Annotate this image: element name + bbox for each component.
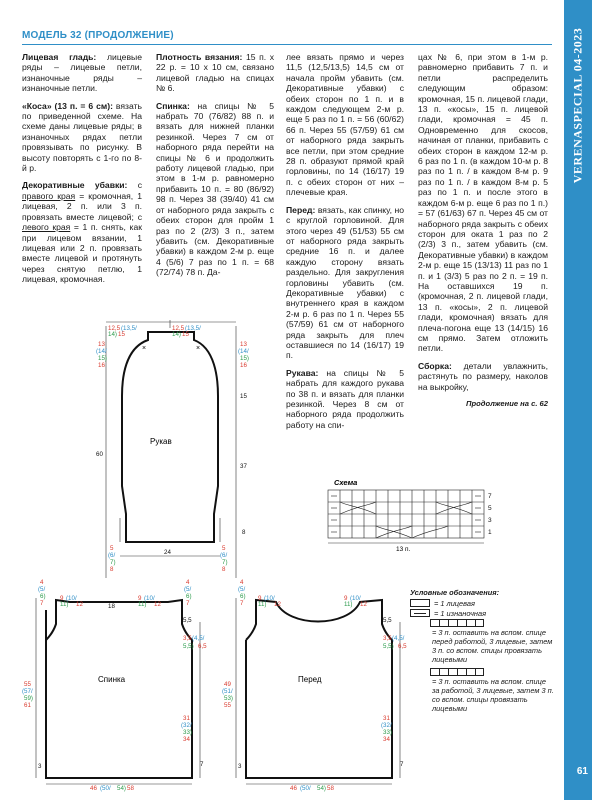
svg-text:16: 16 [240, 362, 247, 369]
svg-text:12: 12 [360, 601, 367, 608]
svg-text:5,5: 5,5 [383, 617, 392, 624]
svg-text:×: × [142, 345, 147, 352]
text-column-1 [22, 52, 142, 292]
svg-text:1: 1 [488, 529, 492, 536]
svg-text:34: 34 [183, 736, 190, 743]
svg-text:9: 9 [60, 595, 64, 602]
svg-text:55: 55 [24, 681, 31, 688]
svg-text:(14/: (14/ [238, 348, 249, 355]
svg-text:59): 59) [24, 695, 33, 702]
svg-text:24: 24 [164, 549, 171, 556]
paragraph-sleeves: Рукава: на спицы № 5 набрать для каждого рукава по 38 п. и вязать для планки резинкой. Через 8 см от наборного ряда продолжить работу на спи- [286, 367, 404, 430]
svg-text:54): 54) [317, 785, 326, 792]
text-column-2 [156, 52, 274, 285]
svg-text:12,5: 12,5 [108, 325, 121, 332]
svg-text:(10/: (10/ [66, 595, 77, 602]
svg-text:7: 7 [240, 600, 244, 607]
paragraph-front: Перед: вязать, как спинку, но с круглой горловиной. Для этого через 49 (51/53) 55 см от наборного ряда закрыть средние 16 п. и далее каждую сторону вязать раздельно. Для закругления горловины убавить (см. Декоративные убавки) с внутреннего края в каждом 2-м р. 6 раз по 1 п. Через 55 (57/59) 61 см от наборного ряда закрыть для плеч оставшиеся по 14 (16/17) 19 п. [286, 204, 404, 361]
svg-text:6): 6) [240, 593, 246, 600]
svg-text:11): 11) [344, 601, 353, 608]
svg-text:(6/: (6/ [220, 552, 228, 559]
svg-text:7: 7 [488, 493, 492, 500]
continued-note: Продолжение на с. 62 [466, 399, 548, 408]
svg-text:(32/: (32/ [381, 722, 392, 729]
svg-text:15): 15) [240, 355, 249, 362]
legend-knit: = 1 лицевая [410, 599, 554, 608]
svg-text:12,5: 12,5 [172, 325, 185, 332]
sleeve-label: Рукав [150, 437, 172, 446]
cable-chart [318, 476, 498, 554]
svg-text:33): 33) [383, 729, 392, 736]
front-pattern [220, 578, 416, 794]
svg-text:5,5): 5,5) [383, 643, 394, 650]
paragraph-back-cont: лее вязать прямо и через 11,5 (12,5/13,5) 14,5 см от начала пройм убавить (см. Декоративные убавки) с обеих сторон по 1 п. и в каждом следующем 2-м р. еще 5 раз по 1 п. = 56 (60/62) 66 п. Через 55 (57/59) 61 см от наборного ряда закрыть все петли, при этом средние 28 п. образуют прямой край горловины, по 14 (16/17) 19 п. с обеих сторон от них – плечевые края. [286, 52, 404, 198]
symbol-legend: Условные обозначения: = 1 лицевая = 1 изнаночная = 3 п. оставить на вспом. спице перед работой, 3 лицевые, затем 3 п. со вспом. спицы провязать лицевыми = 3 п. оставить на вспом. спице за работой, 3 лицевые, затем 3 п. со вспом. спицы провязать лицевыми [410, 588, 554, 713]
knit-symbol-icon [410, 599, 430, 607]
svg-text:46: 46 [90, 785, 97, 792]
paragraph-assembly: Сборка: детали увлажнить, растянуть по размеру, наколов на выкройку, [418, 360, 548, 392]
svg-text:7): 7) [222, 559, 228, 566]
legend-purl: = 1 изнаночная [410, 609, 554, 618]
svg-text:(10/: (10/ [350, 595, 361, 602]
svg-text:16: 16 [98, 362, 105, 369]
legend-title: Условные обозначения: [410, 588, 500, 597]
svg-text:5: 5 [110, 545, 114, 552]
svg-text:(5/: (5/ [38, 586, 46, 593]
svg-text:13 п.: 13 п. [396, 546, 411, 553]
svg-text:46: 46 [290, 785, 297, 792]
paragraph-cable: «Коса» (13 п. = 6 см): вязать по приведенной схеме. На схеме даны лицевые ряды; в изнаночных рядах петли провязывать по рисунку. В высоту повторять с 1-го по 8-й р. [22, 100, 142, 174]
svg-text:(50/: (50/ [100, 785, 111, 792]
svg-text:7: 7 [200, 761, 204, 768]
cable-front-symbol-icon [430, 619, 484, 627]
svg-text:9: 9 [344, 595, 348, 602]
svg-text:53): 53) [224, 695, 233, 702]
title-divider [22, 44, 552, 45]
svg-text:13: 13 [240, 341, 247, 348]
svg-text:8: 8 [242, 529, 246, 536]
svg-text:(51/: (51/ [222, 688, 233, 695]
text-column-3 [286, 52, 404, 437]
svg-text:31: 31 [183, 715, 190, 722]
svg-text:7: 7 [40, 600, 44, 607]
svg-text:11): 11) [60, 601, 69, 608]
svg-text:15: 15 [182, 331, 189, 338]
svg-text:5,5): 5,5) [183, 643, 194, 650]
svg-text:58: 58 [327, 785, 334, 792]
svg-text:15: 15 [118, 331, 125, 338]
paragraph-stockinette: Лицевая гладь: лицевые ряды – лицевые петли, изнаночные ряды – изнаночные петли. [22, 52, 142, 94]
svg-text:6): 6) [186, 593, 192, 600]
magazine-label: VERENASPECIAL 04-2023 [570, 27, 585, 183]
svg-text:6,5: 6,5 [398, 643, 407, 650]
svg-text:13: 13 [98, 341, 105, 348]
svg-text:(5/: (5/ [184, 586, 192, 593]
svg-text:14): 14) [108, 331, 117, 338]
svg-text:18: 18 [108, 603, 115, 610]
svg-text:58: 58 [127, 785, 134, 792]
svg-text:11): 11) [138, 601, 147, 608]
svg-text:3,5: 3,5 [383, 635, 392, 642]
svg-text:(50/: (50/ [300, 785, 311, 792]
text-column-4 [418, 52, 548, 416]
svg-text:34: 34 [383, 736, 390, 743]
svg-text:12: 12 [274, 601, 281, 608]
svg-text:11): 11) [258, 601, 267, 608]
svg-text:8: 8 [110, 566, 114, 573]
paragraph-sleeves-cont: цах № 6, при этом в 1-м р. равномерно прибавить 7 п. и петли распределить следующим образом: кромочная, 15 п. лицевой глади, 13 п. «косы», 15 п. лицевой глади, кромочная = 45 п. Одновременно для скосов, начиная от планки, прибавить с обеих сторон в каждом 12-м р. 6 раз по 1 п. (в каждом 10-м р. 8 раз по 1 п. / в каждом 8-м р. 9 раз по 1 п. / в каждом 8-м р. 5 раз по 1 п. и после этого в каждом 6-м р. еще 6 раз по 1 п.) = 57 (61/63) 67 п. Через 45 см от наборного ряда закрыть с обеих сторон для оката 1 раз по 2 (2/3) 3 п., затем убавить (см. Декоративные убавки) в каждом 2-м р. еще 15 (13/13) 11 раз по 1 п. и 1 (3/3) 5 раз по 2 п. = 19 п. На оставшихся 19 п. (кромочная, 2 п. лицевой глади, 13 п. «косы», 2 п. лицевой глади, кромочная) вязать для плеча-погона еще 13 (14/15) 16 см прямо. Затем отложить петли. [418, 52, 548, 354]
sleeve-pattern [80, 318, 260, 583]
svg-text:9: 9 [258, 595, 262, 602]
svg-text:55: 55 [224, 702, 231, 709]
svg-text:(14/: (14/ [96, 348, 107, 355]
svg-text:(13,5/: (13,5/ [121, 325, 137, 332]
svg-text:(32/: (32/ [181, 722, 192, 729]
svg-text:3: 3 [38, 763, 42, 770]
svg-text:(6/: (6/ [108, 552, 116, 559]
svg-text:(10/: (10/ [264, 595, 275, 602]
svg-text:12: 12 [76, 601, 83, 608]
svg-text:(57/: (57/ [22, 688, 33, 695]
svg-text:7: 7 [186, 600, 190, 607]
model-title: МОДЕЛЬ 32 (ПРОДОЛЖЕНИЕ) [22, 30, 174, 41]
chart-title: Схема [334, 478, 358, 487]
svg-text:(4,5/: (4,5/ [392, 635, 405, 642]
svg-text:×: × [196, 345, 201, 352]
svg-text:14): 14) [172, 331, 181, 338]
svg-text:8: 8 [222, 566, 226, 573]
svg-text:60: 60 [96, 451, 103, 458]
svg-text:49: 49 [224, 681, 231, 688]
paragraph-decreases: Декоративные убавки: с правого края = кромочная, 1 лицевая, 2 п. или 3 п. провязать вместе лицевой; с левого края = 1 п. снять, как при лицевом вязании, 1 лицевая или 2 п. провязать вместе лицевой и протянуть через снятую петлю, 1 лицевая, кромочная. [22, 180, 143, 285]
svg-text:4: 4 [186, 579, 190, 586]
svg-text:3: 3 [238, 763, 242, 770]
svg-text:7: 7 [400, 761, 404, 768]
paragraph-gauge: Плотность вязания: 15 п. x 22 р. = 10 x 10 см, связано лицевой гладью на спицах № 6. [156, 52, 274, 94]
svg-text:33): 33) [183, 729, 192, 736]
svg-text:61: 61 [24, 702, 31, 709]
front-label: Перед [298, 675, 322, 684]
svg-text:5: 5 [222, 545, 226, 552]
svg-text:(4,5/: (4,5/ [192, 635, 205, 642]
svg-text:15: 15 [240, 393, 247, 400]
svg-text:(13,5/: (13,5/ [185, 325, 201, 332]
svg-text:4: 4 [240, 579, 244, 586]
svg-text:(5/: (5/ [238, 586, 246, 593]
edge-strip [564, 0, 592, 800]
paragraph-back: Спинка: на спицы № 5 набрать 70 (76/82) 88 п. и вязать для нижней планки резинкой. Через 7 см от наборного ряда перейти на спицы № 6 и продолжить работу лицевой гладью, при этом в 1-м р. равномерно прибавить 10 п. = 80 (86/92) 98 п. Через 38 (39/40) 41 см от наборного ряда закрыть с обеих сторон для пройм 1 раз по 2 (2/3) 3 п., затем убавить (см. Декоративные убавки) в каждом 2-м р. еще 4 (5/6) 7 раз по 1 п. = 68 (72/74) 78 п. Да- [156, 100, 274, 278]
svg-text:6,5: 6,5 [198, 643, 207, 650]
svg-text:4: 4 [40, 579, 44, 586]
svg-text:37: 37 [240, 463, 247, 470]
page-number: 61 [576, 766, 588, 777]
back-pattern [20, 578, 216, 794]
cable-back-symbol-icon [430, 668, 484, 676]
svg-text:31: 31 [383, 715, 390, 722]
svg-text:3,5: 3,5 [183, 635, 192, 642]
svg-text:54): 54) [117, 785, 126, 792]
svg-text:12: 12 [154, 601, 161, 608]
svg-text:(10/: (10/ [144, 595, 155, 602]
svg-text:5: 5 [488, 505, 492, 512]
svg-text:9: 9 [138, 595, 142, 602]
svg-text:6): 6) [40, 593, 46, 600]
svg-text:3: 3 [488, 517, 492, 524]
svg-text:5,5: 5,5 [183, 617, 192, 624]
purl-symbol-icon [410, 609, 430, 617]
svg-text:7): 7) [110, 559, 116, 566]
back-label: Спинка [98, 675, 126, 684]
svg-text:15): 15) [98, 355, 107, 362]
